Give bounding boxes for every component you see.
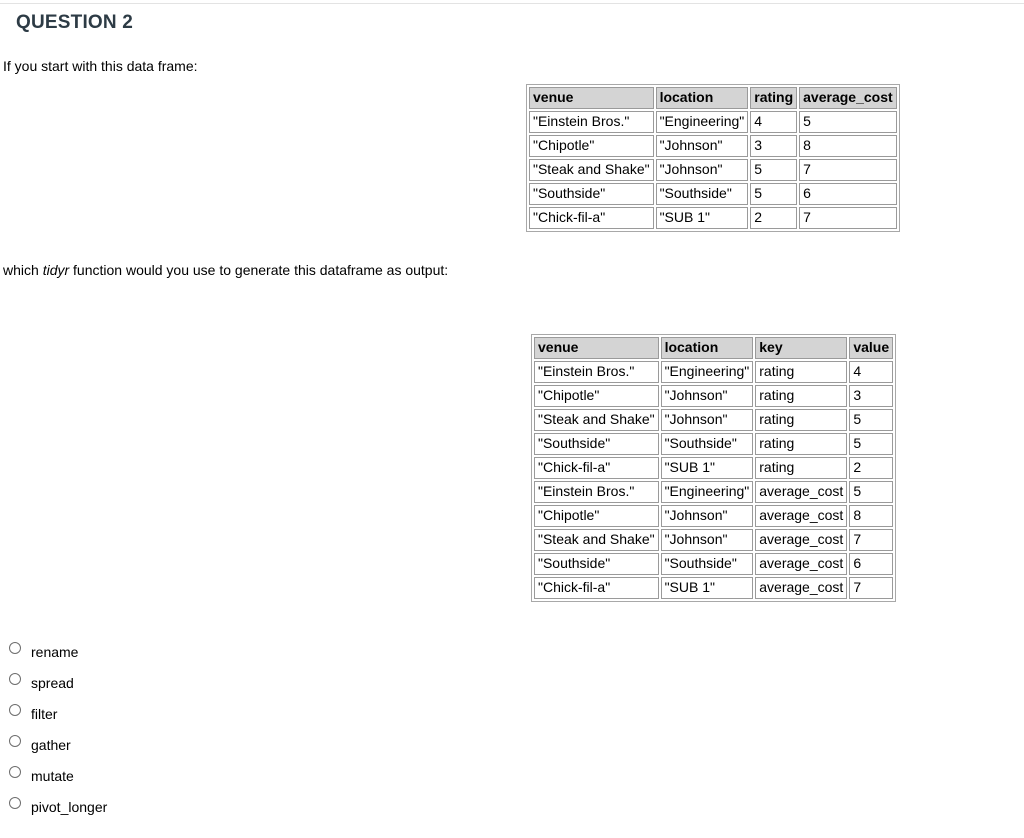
table-cell: "Steak and Shake" xyxy=(529,159,654,181)
table-cell: 2 xyxy=(750,207,797,229)
table-cell: rating xyxy=(755,409,847,431)
table-cell: 6 xyxy=(849,553,893,575)
option-label[interactable]: rename xyxy=(31,643,79,660)
prompt-start-text: If you start with this data frame: xyxy=(3,58,198,74)
radio-button[interactable] xyxy=(9,704,21,716)
table-header-row xyxy=(534,337,893,359)
table-cell: average_cost xyxy=(755,553,847,575)
table-row xyxy=(534,433,893,455)
column-header: location xyxy=(656,87,749,109)
column-header: venue xyxy=(529,87,654,109)
column-header: key xyxy=(755,337,847,359)
table-row xyxy=(534,457,893,479)
table-row xyxy=(534,529,893,551)
table-cell: "Chipotle" xyxy=(534,505,659,527)
table-row xyxy=(529,159,897,181)
prompt-output-text: which tidyr function would you use to generate this dataframe as output: xyxy=(3,262,449,278)
table-row xyxy=(529,135,897,157)
table-cell: "SUB 1" xyxy=(661,457,754,479)
table-cell: "Steak and Shake" xyxy=(534,529,659,551)
option-spread[interactable] xyxy=(9,667,107,698)
table-cell: "Einstein Bros." xyxy=(534,481,659,503)
table-cell: 8 xyxy=(799,135,897,157)
column-header: value xyxy=(849,337,893,359)
table-cell: "Engineering" xyxy=(661,481,754,503)
table-cell: "Chipotle" xyxy=(534,385,659,407)
table-cell: "Southside" xyxy=(529,183,654,205)
table-row xyxy=(529,111,897,133)
table-row xyxy=(534,553,893,575)
table-cell: "Southside" xyxy=(656,183,749,205)
table-cell: "Steak and Shake" xyxy=(534,409,659,431)
table-cell: 5 xyxy=(849,433,893,455)
radio-button[interactable] xyxy=(9,735,21,747)
radio-button[interactable] xyxy=(9,797,21,809)
output-data-frame-table xyxy=(531,334,896,602)
table-row xyxy=(534,505,893,527)
input-data-frame-table xyxy=(526,84,900,232)
table-row xyxy=(529,207,897,229)
table-cell: 5 xyxy=(799,111,897,133)
table-cell: "Chick-fil-a" xyxy=(529,207,654,229)
table-cell: 7 xyxy=(799,159,897,181)
table-cell: 6 xyxy=(799,183,897,205)
table-cell: 5 xyxy=(849,481,893,503)
table-cell: 2 xyxy=(849,457,893,479)
table-cell: "Engineering" xyxy=(661,361,754,383)
table-cell: average_cost xyxy=(755,481,847,503)
option-label[interactable]: pivot_longer xyxy=(31,798,108,815)
radio-button[interactable] xyxy=(9,766,21,778)
column-header: rating xyxy=(750,87,797,109)
table-cell: "Johnson" xyxy=(656,159,749,181)
table-cell: "Einstein Bros." xyxy=(534,361,659,383)
column-header: venue xyxy=(534,337,659,359)
option-label[interactable]: spread xyxy=(31,674,74,691)
radio-button[interactable] xyxy=(9,642,21,654)
answer-options xyxy=(9,636,107,822)
table-cell: 4 xyxy=(750,111,797,133)
table-row xyxy=(534,409,893,431)
option-filter[interactable] xyxy=(9,698,107,729)
table-cell: average_cost xyxy=(755,505,847,527)
table-cell: "Johnson" xyxy=(656,135,749,157)
radio-button[interactable] xyxy=(9,673,21,685)
table-cell: 4 xyxy=(849,361,893,383)
table-cell: rating xyxy=(755,457,847,479)
table-row xyxy=(534,385,893,407)
column-header: average_cost xyxy=(799,87,897,109)
table-cell: average_cost xyxy=(755,577,847,599)
table-cell: rating xyxy=(755,361,847,383)
table-cell: "Chick-fil-a" xyxy=(534,457,659,479)
table-cell: "Chipotle" xyxy=(529,135,654,157)
option-label[interactable]: filter xyxy=(31,705,58,722)
table-cell: "Engineering" xyxy=(656,111,749,133)
table-cell: 7 xyxy=(849,529,893,551)
table-cell: "Southside" xyxy=(661,553,754,575)
option-gather[interactable] xyxy=(9,729,107,760)
table-cell: "Chick-fil-a" xyxy=(534,577,659,599)
table-cell: "Southside" xyxy=(534,553,659,575)
tidyr-emphasis: tidyr xyxy=(42,262,70,278)
option-label[interactable]: mutate xyxy=(31,767,74,784)
table-header-row xyxy=(529,87,897,109)
table-cell: "SUB 1" xyxy=(656,207,749,229)
table-cell: 3 xyxy=(750,135,797,157)
top-divider xyxy=(0,3,1024,4)
option-pivot-longer[interactable] xyxy=(9,791,107,822)
table-cell: "Southside" xyxy=(661,433,754,455)
question-title: QUESTION 2 xyxy=(16,12,134,33)
table-cell: 7 xyxy=(849,577,893,599)
table-cell: "SUB 1" xyxy=(661,577,754,599)
column-header: location xyxy=(661,337,754,359)
table-row xyxy=(534,481,893,503)
table-cell: "Einstein Bros." xyxy=(529,111,654,133)
option-mutate[interactable] xyxy=(9,760,107,791)
table-row xyxy=(534,361,893,383)
table-cell: 5 xyxy=(849,409,893,431)
table-cell: 5 xyxy=(750,183,797,205)
table-cell: average_cost xyxy=(755,529,847,551)
option-rename[interactable] xyxy=(9,636,107,667)
table-cell: "Southside" xyxy=(534,433,659,455)
table-row xyxy=(534,577,893,599)
table-row xyxy=(529,183,897,205)
table-cell: 3 xyxy=(849,385,893,407)
table-cell: 5 xyxy=(750,159,797,181)
table-cell: rating xyxy=(755,433,847,455)
table-cell: "Johnson" xyxy=(661,385,754,407)
table-cell: 8 xyxy=(849,505,893,527)
table-cell: "Johnson" xyxy=(661,505,754,527)
table-cell: 7 xyxy=(799,207,897,229)
table-cell: "Johnson" xyxy=(661,409,754,431)
option-label[interactable]: gather xyxy=(31,736,71,753)
table-cell: rating xyxy=(755,385,847,407)
table-cell: "Johnson" xyxy=(661,529,754,551)
